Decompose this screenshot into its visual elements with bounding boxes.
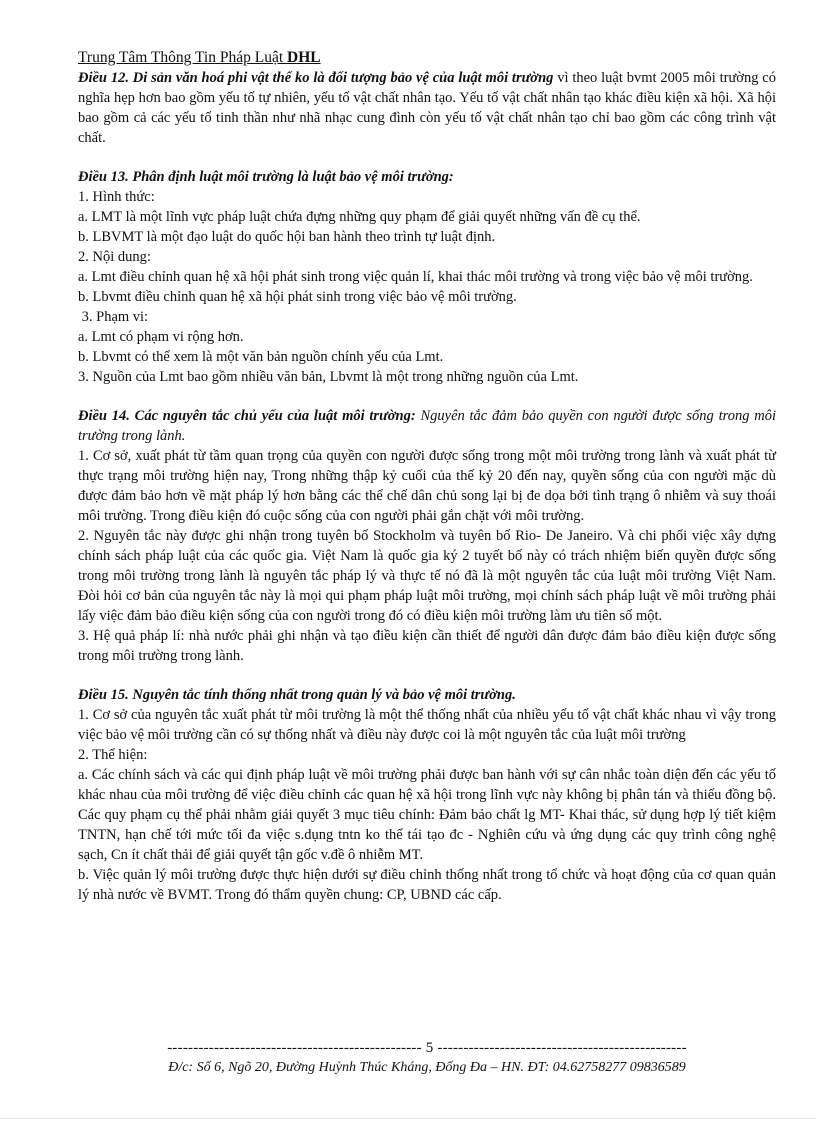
article-15-paragraph: 1. Cơ sở của nguyên tắc xuất phát từ môi trường là một thể thống nhất của nhiều yếu tố vật chất khác nhau vì vậy trong việc bảo vệ môi trường cần có sự thống nhất và điều này được coi là một nguyên tắc của luật môi trường — [78, 707, 776, 743]
article-15-title: Điều 15. Nguyên tắc tính thống nhất trong quản lý và bảo vệ môi trường. — [78, 687, 516, 703]
article-14-subtitle: Nguyên tắc đảm bảo quyền con người được sống trong môi trường trong lành. — [78, 408, 776, 444]
article-13-line: 2. Nội dung: — [78, 249, 151, 265]
article-15-paragraph: b. Việc quản lý môi trường được thực hiện dưới sự điều chỉnh thống nhất trong tổ chức và hoạt động của cơ quan quản lý nhà nước về BVMT. Trong đó thẩm quyền chung: CP, UBND các cấp. — [78, 867, 776, 903]
article-13-title: Điều 13. Phân định luật môi trường là luật bảo vệ môi trường: — [78, 169, 454, 185]
article-13-line: 3. Nguồn của Lmt bao gồm nhiều văn bản, Lbvmt là một trong những nguồn của Lmt. — [78, 369, 579, 385]
article-13-line: b. LBVMT là một đạo luật do quốc hội ban hành theo trình tự luật định. — [78, 229, 496, 245]
page-edge-divider — [0, 1118, 816, 1119]
article-15-paragraph: 2. Thể hiện: — [78, 747, 148, 763]
article-13-line: 1. Hình thức: — [78, 189, 155, 205]
article-13-line: b. Lbvmt điều chỉnh quan hệ xã hội phát sinh trong việc bảo vệ môi trường. — [78, 289, 517, 305]
header-text: Trung Tâm Thông Tin Pháp Luật — [78, 49, 288, 66]
article-14 — [78, 406, 776, 666]
article-14-paragraph: 3. Hệ quả pháp lí: nhà nước phải ghi nhận và tạo điều kiện cần thiết để người dân được đảm bảo điều kiện được sống trong môi trường trong lành. — [78, 628, 776, 664]
article-13-line: a. Lmt điều chỉnh quan hệ xã hội phát sinh trong việc quản lí, khai thác môi trường và trong việc bảo vệ môi trường. — [78, 269, 753, 285]
footer-address: Đ/c: Số 6, Ngõ 20, Đường Huỳnh Thúc Kháng, Đống Đa – HN. ĐT: 04.62758277 09836589 — [168, 1060, 686, 1075]
document-header — [78, 48, 776, 68]
page-number-line: ------------------------------------------------- 5 ------------------------------------------------ — [167, 1040, 687, 1056]
article-15-paragraph: a. Các chính sách và các qui định pháp luật về môi trường phải được ban hành với sự cân nhắc toàn diện đến các yếu tố khác nhau của môi trường để việc điều chỉnh các quan hệ xã hội trong lĩnh vực này không bị phân tán và thiếu đồng bộ. Các quy phạm cụ thể phải nhằm giải quyết 3 mục tiêu chính: Đảm bảo chất lg MT- Khai thác, sử dụng hợp lý tiết kiệm TNTN, hạn chế tới mức tối đa việc s.dụng tntn ko thể tái tạo đc - Nghiên cứu và ứng dụng các quy trình công nghệ sạch, Cn ít chất thải để giải quyết tận gốc v.đề ô nhiễm MT. — [78, 767, 776, 863]
article-13-line: a. LMT là một lĩnh vực pháp luật chứa đựng những quy phạm để giải quyết những vấn đề cụ thể. — [78, 209, 641, 225]
article-13-line: b. Lbvmt có thể xem là một văn bản nguồn chính yếu của Lmt. — [78, 349, 444, 365]
article-12 — [78, 68, 776, 148]
header-brand: DHL — [287, 49, 321, 66]
article-13-line: a. Lmt có phạm vi rộng hơn. — [78, 329, 244, 345]
article-14-paragraph: 1. Cơ sở, xuất phát từ tầm quan trọng của quyền con người được sống trong một môi trường trong lành và xuất phát từ thực trạng môi trường hiện nay, Trong những thập kỷ cuối của thế kỷ 20 đến nay, quyền sống của con người mặc dù được đảm bảo hơn về mặt pháp lý hơn bằng các thể chế dân chủ song lại bị đe dọa bởi tình trạng ô nhiễm và suy thoái môi trường. Trong điều kiện đó cuộc sống của con người phải gắn chặt với môi trường. — [78, 448, 776, 524]
document-page — [78, 48, 776, 905]
article-13 — [78, 167, 776, 387]
article-14-title: Điều 14. Các nguyên tắc chủ yếu của luật môi trường: — [78, 408, 416, 424]
article-14-paragraph: 2. Nguyên tắc này được ghi nhận trong tuyên bố Stockholm và tuyên bố Rio- De Janeiro. Và chi phối việc xây dựng chính sách pháp luật của các quốc gia. Việt Nam là quốc gia ký 2 tuyết bố này có trách nhiệm biến quyền được sống trong môi trường trong lành là nguyên tắc pháp lý và thực tế nó đã là một nguyên tắc của luật môi trường Việt Nam. Đòi hỏi cơ bản của nguyên tắc này là mọi qui phạm pháp luật môi trường, mọi chính sách pháp luật về môi trường phải lấy việc đảm bảo điều kiện sống của con người trong đó có điều kiện môi trường làm ưu tiên số một. — [78, 528, 776, 624]
article-12-title: Điều 12. Di sản văn hoá phi vật thể ko là đối tượng bảo vệ của luật môi trường — [78, 70, 554, 86]
article-15 — [78, 685, 776, 905]
article-13-line: 3. Phạm vi: — [78, 309, 149, 325]
article-12-body: vì theo luật bvmt 2005 môi trường có nghĩa hẹp hơn bao gồm yếu tố tự nhiên, yếu tố vật chất nhân tạo. Yếu tố vật chất nhân tạo khác điều kiện xã hội. Xã hội bao gồm cả các yếu tố tinh thần như nhã nhạc cung đình còn yếu tố vật chất nhân tạo chỉ bao gồm các công trình vật chất. — [78, 70, 776, 146]
